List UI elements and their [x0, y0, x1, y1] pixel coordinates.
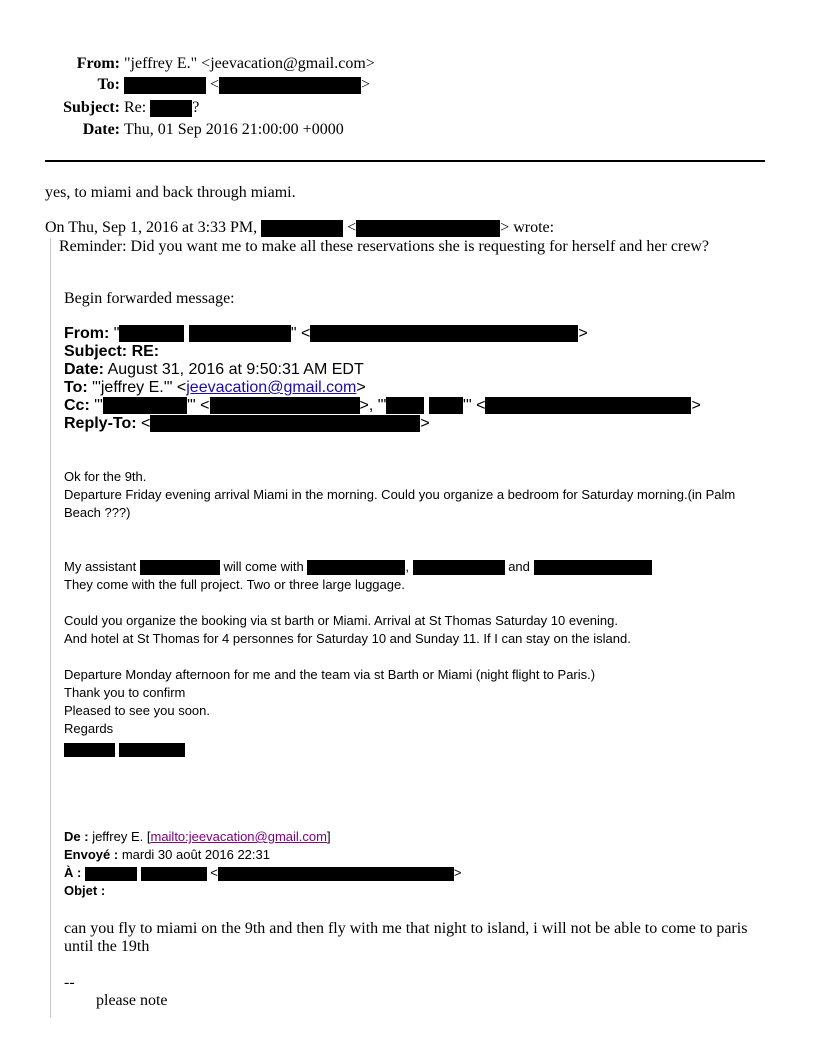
- redaction: [219, 77, 361, 94]
- redaction: [218, 867, 454, 881]
- redaction: [85, 867, 137, 881]
- signature-redacted: [64, 740, 185, 758]
- redaction: [189, 325, 291, 342]
- fw-cc-row: Cc: "' '" < >, "' '" < >: [64, 397, 701, 414]
- body-line: They come with the full project. Two or three large luggage.: [64, 577, 405, 592]
- original-line: can you fly to miami on the 9th and then fly with me that night to island, i will not be able to come to paris: [64, 920, 748, 937]
- redaction: [310, 325, 578, 342]
- body-line-assistant: My assistant will come with , and: [64, 558, 652, 576]
- redaction: [261, 220, 343, 237]
- redaction: [119, 743, 185, 757]
- redaction: [124, 77, 206, 94]
- redaction: [210, 397, 360, 414]
- fw-from-row: From: " " < >: [64, 325, 588, 342]
- body-line: And hotel at St Thomas for 4 personnes for Saturday 10 and Sunday 11. If I can stay on the island.: [64, 631, 631, 646]
- forward-intro: Begin forwarded message:: [64, 290, 235, 307]
- redaction: [413, 560, 505, 575]
- email-link[interactable]: jeevacation@gmail.com: [186, 379, 357, 396]
- redaction: [386, 397, 424, 414]
- reply-body: yes, to miami and back through miami.: [45, 184, 296, 201]
- from-label: From:: [76, 55, 120, 72]
- signature-dash: --: [64, 974, 75, 991]
- subject-value: Re: ?: [124, 99, 200, 116]
- body-line: Ok for the 9th.: [64, 469, 147, 484]
- redaction: [150, 415, 420, 432]
- date-value: Thu, 01 Sep 2016 21:00:00 +0000: [124, 121, 344, 138]
- mailto-link[interactable]: mailto:jeevacation@gmail.com: [150, 829, 327, 844]
- reminder-text: Reminder: Did you want me to make all these reservations she is requesting for herself and her crew?: [59, 238, 710, 255]
- redaction: [429, 397, 463, 414]
- de-row: De : jeffrey E. [mailto:jeevacation@gmail.com]: [64, 829, 331, 844]
- header-divider: [45, 160, 765, 162]
- body-line: Departure Friday evening arrival Miami in the morning. Could you organize a bedroom for Saturday morning.(in Palm: [64, 487, 736, 502]
- signature-note: please note: [96, 992, 168, 1009]
- to-label: To:: [97, 76, 120, 93]
- redaction: [150, 100, 192, 117]
- a-row: À : < >: [64, 865, 462, 880]
- objet-row: Objet :: [64, 883, 106, 898]
- body-line: Beach ???): [64, 505, 131, 520]
- body-line: Departure Monday afternoon for me and the team via st Barth or Miami (night flight to Paris.): [64, 667, 596, 682]
- fw-replyto-row: Reply-To: < >: [64, 415, 430, 432]
- redaction: [356, 220, 500, 237]
- redaction: [485, 397, 691, 414]
- redaction: [534, 560, 652, 575]
- redaction: [141, 867, 207, 881]
- quote-bar: [50, 238, 51, 1018]
- quote-attribution: On Thu, Sep 1, 2016 at 3:33 PM, < > wrote:: [45, 219, 555, 236]
- from-value: "jeffrey E." <jeevacation@gmail.com>: [124, 55, 375, 72]
- body-line: Could you organize the booking via st barth or Miami. Arrival at St Thomas Saturday 10 evening.: [64, 613, 618, 628]
- redaction: [103, 397, 187, 414]
- body-line: Thank you to confirm: [64, 685, 186, 700]
- body-line: Pleased to see you soon.: [64, 703, 210, 718]
- redaction: [119, 325, 184, 342]
- envoye-row: Envoyé : mardi 30 août 2016 22:31: [64, 847, 270, 862]
- redaction: [140, 560, 220, 575]
- fw-date-row: Date: August 31, 2016 at 9:50:31 AM EDT: [64, 361, 364, 378]
- original-line: until the 19th: [64, 938, 150, 955]
- date-label: Date:: [82, 121, 120, 138]
- fw-to-row: To: "'jeffrey E.'" <jeevacation@gmail.com>: [64, 379, 366, 396]
- fw-subject-row: Subject: RE:: [64, 343, 160, 360]
- subject-label: Subject:: [63, 99, 120, 116]
- redaction: [307, 560, 405, 575]
- redaction: [64, 743, 115, 757]
- body-line: Regards: [64, 721, 114, 736]
- to-value: < >: [124, 76, 370, 94]
